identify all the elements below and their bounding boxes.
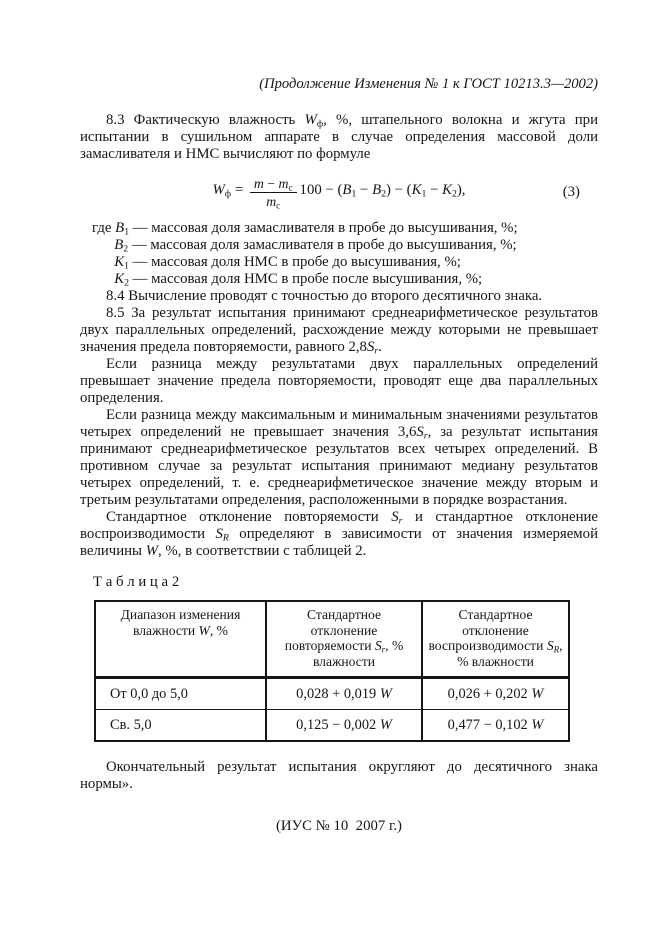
paragraph-four-determinations: Если разница между максимальным и минимальным значениями результатов четырех определений не превышает значения $3,6S_r$, за результат испытания принимают среднеарифметическое результатов всех четырех определений. В противном случае за результат испытания принимают медиану результатов четырех определений, т. е. среднеарифметическое значение между вторым и третьим результатами определения, расположенными в порядке возрастания. (80, 407, 598, 508)
formula-3 (80, 176, 598, 209)
definition-b1: где $B_1$ — массовая доля замасливателя в пробе до высушивания, %; (92, 220, 518, 238)
table-row (95, 710, 569, 742)
ius-reference: (ИУС № 10 2007 г.) (276, 818, 402, 834)
table-header-reproducibility: Стандартное отклонение воспроизводимости $S_R$, % влажности (422, 601, 569, 678)
paragraph-8-3: 8.3 Фактическую влажность $W_ф$, %, штапельного волокна и жгута при испытании в сушильном аппарате в случае определения массовой доли замасливателя и НМС вычисляют по формуле (80, 112, 598, 162)
formula-numerator: $m - m_с$ (250, 176, 297, 193)
table-cell-range-2: Св. 5,0 (95, 710, 266, 742)
formula-number: (3) (562, 184, 580, 200)
definition-k1: $K_1$ — массовая доля НМС в пробе до высушивания, %; (114, 254, 461, 272)
table-row (95, 678, 569, 710)
table-cell-sr-1: 0,028 + 0,019 W (266, 678, 422, 710)
table-cell-sR-2: 0,477 − 0,102 W (422, 710, 569, 742)
table-header-repeatability: Стандартное отклонение повторяемости $S_r$, % влажности (266, 601, 422, 678)
paragraph-final: Окончательный результат испытания округляют до десятичного знака нормы». (80, 759, 598, 792)
continuation-header: (Продолжение Изменения № 1 к ГОСТ 10213.3—2002) (259, 76, 598, 92)
table-2-label: Т а б л и ц а 2 (93, 574, 180, 590)
paragraph-8-4: 8.4 Вычисление проводят с точностью до второго десятичного знака. (106, 288, 543, 304)
table-cell-sR-1: 0,026 + 0,202 W (422, 678, 569, 710)
table-header-moisture-range: Диапазон изменения влажности W, % (95, 601, 266, 678)
table-2 (94, 600, 570, 742)
paragraph-two-parallel: Если разница между результатами двух параллельных определений превышает значение предела повторяемости, проводят еще два параллельных определения. (80, 356, 598, 406)
formula-fraction (250, 176, 297, 209)
formula-body (212, 176, 465, 209)
definition-b2: $B_2$ — массовая доля замасливателя в пробе до высушивания, %; (114, 237, 517, 255)
formula-rhs: $100 - (B_1 - B_2) - (K_1 - K_2)$, (299, 181, 466, 200)
formula-lhs: $W_ф$ = (212, 181, 247, 200)
table-cell-sr-2: 0,125 − 0,002 W (266, 710, 422, 742)
formula-denominator: $m_с$ (266, 194, 281, 211)
paragraph-8-5: 8.5 За результат испытания принимают среднеарифметическое результатов двух параллельных определений, расхождение между которыми не превышает значения предела повторяемости, равного $2,8S_r$. (80, 305, 598, 357)
table-header-row (95, 601, 569, 678)
formula-definitions (92, 220, 598, 288)
paragraph-standard-deviation: Стандартное отклонение повторяемости $S_r$ и стандартное отклонение воспроизводимости $S_R$ определяют в зависимости от значения измеряемой величины W, %, в соответствии с таблицей 2. (80, 509, 598, 559)
definition-k2: $K_2$ — массовая доля НМС в пробе после высушивания, %; (114, 271, 483, 289)
table-cell-range-1: От 0,0 до 5,0 (110, 686, 188, 702)
